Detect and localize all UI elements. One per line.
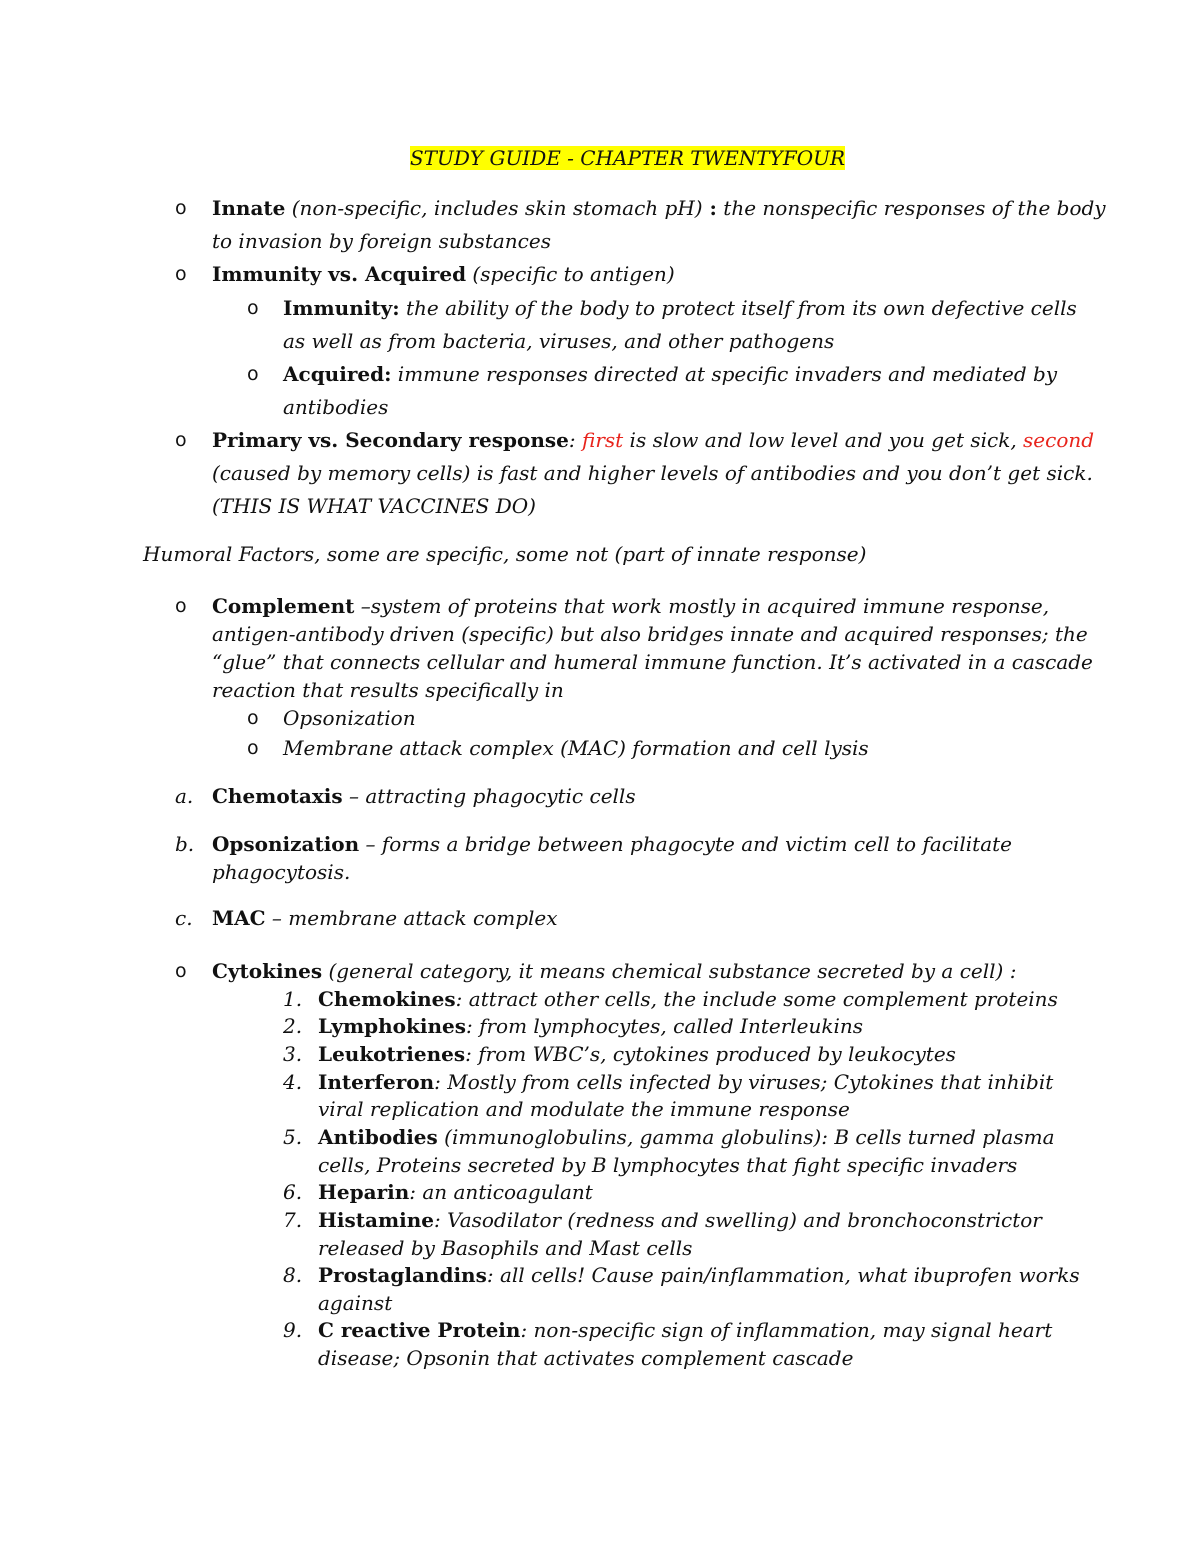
- innate-colon: :: [702, 196, 717, 220]
- primary-colon: :: [568, 428, 576, 452]
- item-term: Antibodies: [318, 1125, 438, 1149]
- number-marker: 6.: [283, 1180, 303, 1204]
- bullet-marker: o: [175, 960, 187, 982]
- acquired-term: Acquired:: [283, 362, 392, 386]
- complement-term: Complement: [212, 594, 355, 618]
- complement-def: –system of proteins that work mostly in acquired immune response,: [354, 594, 1050, 618]
- opsonization-def: – forms a bridge between phagocyte and victim cell to facilitate: [359, 832, 1013, 856]
- immunity-term: Immunity:: [283, 296, 400, 320]
- complement-line-1: [212, 592, 1049, 620]
- item-term: C reactive Protein: [318, 1318, 521, 1342]
- mac-term: MAC: [212, 906, 266, 930]
- item-term: Chemokines: [318, 987, 456, 1011]
- complement-sub-1: Opsonization: [283, 706, 416, 730]
- letter-marker: a.: [175, 784, 194, 808]
- leukotrienes-line: [318, 1040, 956, 1068]
- number-marker: 1.: [283, 987, 303, 1011]
- item-def: : from WBC’s, cytokines produced by leukocytes: [465, 1042, 956, 1066]
- item-term: Leukotrienes: [318, 1042, 466, 1066]
- acquired-def: immune responses directed at specific invaders and mediated by: [391, 362, 1058, 386]
- primary-line-2: (caused by memory cells) is fast and higher levels of antibodies and you don’t get sick.: [212, 461, 1093, 485]
- number-marker: 3.: [283, 1042, 303, 1066]
- innate-paren: (non-specific, includes skin stomach pH): [285, 196, 703, 220]
- chemotaxis-line: [212, 782, 636, 810]
- item-term: Lymphokines: [318, 1014, 466, 1038]
- opsonization-line-2: phagocytosis.: [212, 860, 351, 884]
- opsonization-line-1: [212, 830, 1012, 858]
- item-def: : non-specific sign of inflammation, may signal heart: [520, 1318, 1053, 1342]
- acquired-line-1: [283, 360, 1057, 388]
- bullet-marker: o: [247, 737, 259, 759]
- innate-line-2: to invasion by foreign substances: [212, 229, 551, 253]
- number-marker: 4.: [283, 1070, 303, 1094]
- primary-line-3: (THIS IS WHAT VACCINES DO): [212, 494, 536, 518]
- antibodies-line-1: [318, 1123, 1055, 1151]
- immunity-vs-line: [212, 260, 675, 288]
- chemokines-line: [318, 985, 1058, 1013]
- histamine-line-1: [318, 1206, 1042, 1234]
- complement-line-4: reaction that results specifically in: [212, 678, 564, 702]
- bullet-marker: o: [175, 263, 187, 285]
- lymphokines-line: [318, 1012, 863, 1040]
- c-reactive-line-1: [318, 1316, 1052, 1344]
- item-def: (immunoglobulins, gamma globulins): B cells turned plasma: [437, 1125, 1055, 1149]
- letter-marker: c.: [175, 906, 193, 930]
- acquired-line-2: antibodies: [283, 395, 389, 419]
- bullet-marker: o: [247, 707, 259, 729]
- interferon-line-2: viral replication and modulate the immune response: [318, 1097, 850, 1121]
- cytokines-paren: (general category, it means chemical substance secreted by a cell) :: [322, 959, 1017, 983]
- heparin-line: [318, 1178, 593, 1206]
- interferon-line-1: [318, 1068, 1053, 1096]
- number-marker: 2.: [283, 1014, 303, 1038]
- primary-line-1: [212, 426, 1094, 454]
- prostaglandins-line-1: [318, 1261, 1080, 1289]
- immunity-def: the ability of the body to protect itself from its own defective cells: [399, 296, 1077, 320]
- cytokines-term: Cytokines: [212, 959, 323, 983]
- primary-first: first: [575, 428, 624, 452]
- item-def: : Vasodilator (redness and swelling) and bronchoconstrictor: [433, 1208, 1042, 1232]
- complement-line-3: “glue” that connects cellular and humeral immune function. It’s activated in a cascade: [212, 650, 1093, 674]
- prostaglandins-line-2: against: [318, 1291, 393, 1315]
- primary-mid: is slow and low level and you get sick,: [623, 428, 1017, 452]
- number-marker: 9.: [283, 1318, 303, 1342]
- number-marker: 8.: [283, 1263, 303, 1287]
- primary-second: second: [1016, 428, 1095, 452]
- bullet-marker: o: [175, 595, 187, 617]
- humoral-heading: Humoral Factors, some are specific, some not (part of innate response): [143, 542, 867, 566]
- antibodies-line-2: cells, Proteins secreted by B lymphocytes that fight specific invaders: [318, 1153, 1018, 1177]
- bullet-marker: o: [175, 429, 187, 451]
- complement-line-2: antigen-antibody driven (specific) but also bridges innate and acquired responses; the: [212, 622, 1088, 646]
- innate-def: the nonspecific responses of the body: [716, 196, 1106, 220]
- number-marker: 5.: [283, 1125, 303, 1149]
- chemotaxis-term: Chemotaxis: [212, 784, 343, 808]
- c-reactive-line-2: disease; Opsonin that activates complement cascade: [318, 1346, 854, 1370]
- number-marker: 7.: [283, 1208, 303, 1232]
- innate-line-1: [212, 194, 1106, 222]
- bullet-marker: o: [247, 297, 259, 319]
- chemotaxis-def: – attracting phagocytic cells: [342, 784, 636, 808]
- mac-def: – membrane attack complex: [265, 906, 558, 930]
- bullet-marker: o: [247, 363, 259, 385]
- immunity-line-2: as well as from bacteria, viruses, and other pathogens: [283, 329, 835, 353]
- primary-term: Primary vs. Secondary response: [212, 428, 569, 452]
- cytokines-line: [212, 957, 1016, 985]
- letter-marker: b.: [175, 832, 195, 856]
- bullet-marker: o: [175, 197, 187, 219]
- immunity-vs-term: Immunity vs. Acquired: [212, 262, 467, 286]
- item-def: : Mostly from cells infected by viruses; Cytokines that inhibit: [434, 1070, 1054, 1094]
- item-def: : an anticoagulant: [409, 1180, 593, 1204]
- title-line: [0, 144, 1200, 172]
- complement-sub-2: Membrane attack complex (MAC) formation and cell lysis: [283, 736, 869, 760]
- item-term: Histamine: [318, 1208, 434, 1232]
- item-def: : attract other cells, the include some complement proteins: [455, 987, 1058, 1011]
- immunity-vs-paren: (specific to antigen): [466, 262, 675, 286]
- page-title: STUDY GUIDE - CHAPTER TWENTYFOUR: [409, 146, 846, 170]
- item-def: : from lymphocytes, called Interleukins: [465, 1014, 864, 1038]
- immunity-line-1: [283, 294, 1077, 322]
- item-term: Interferon: [318, 1070, 435, 1094]
- histamine-line-2: released by Basophils and Mast cells: [318, 1236, 693, 1260]
- item-def: : all cells! Cause pain/inflammation, what ibuprofen works: [486, 1263, 1080, 1287]
- item-term: Prostaglandins: [318, 1263, 487, 1287]
- opsonization-term: Opsonization: [212, 832, 360, 856]
- mac-line: [212, 904, 558, 932]
- innate-term: Innate: [212, 196, 286, 220]
- item-term: Heparin: [318, 1180, 410, 1204]
